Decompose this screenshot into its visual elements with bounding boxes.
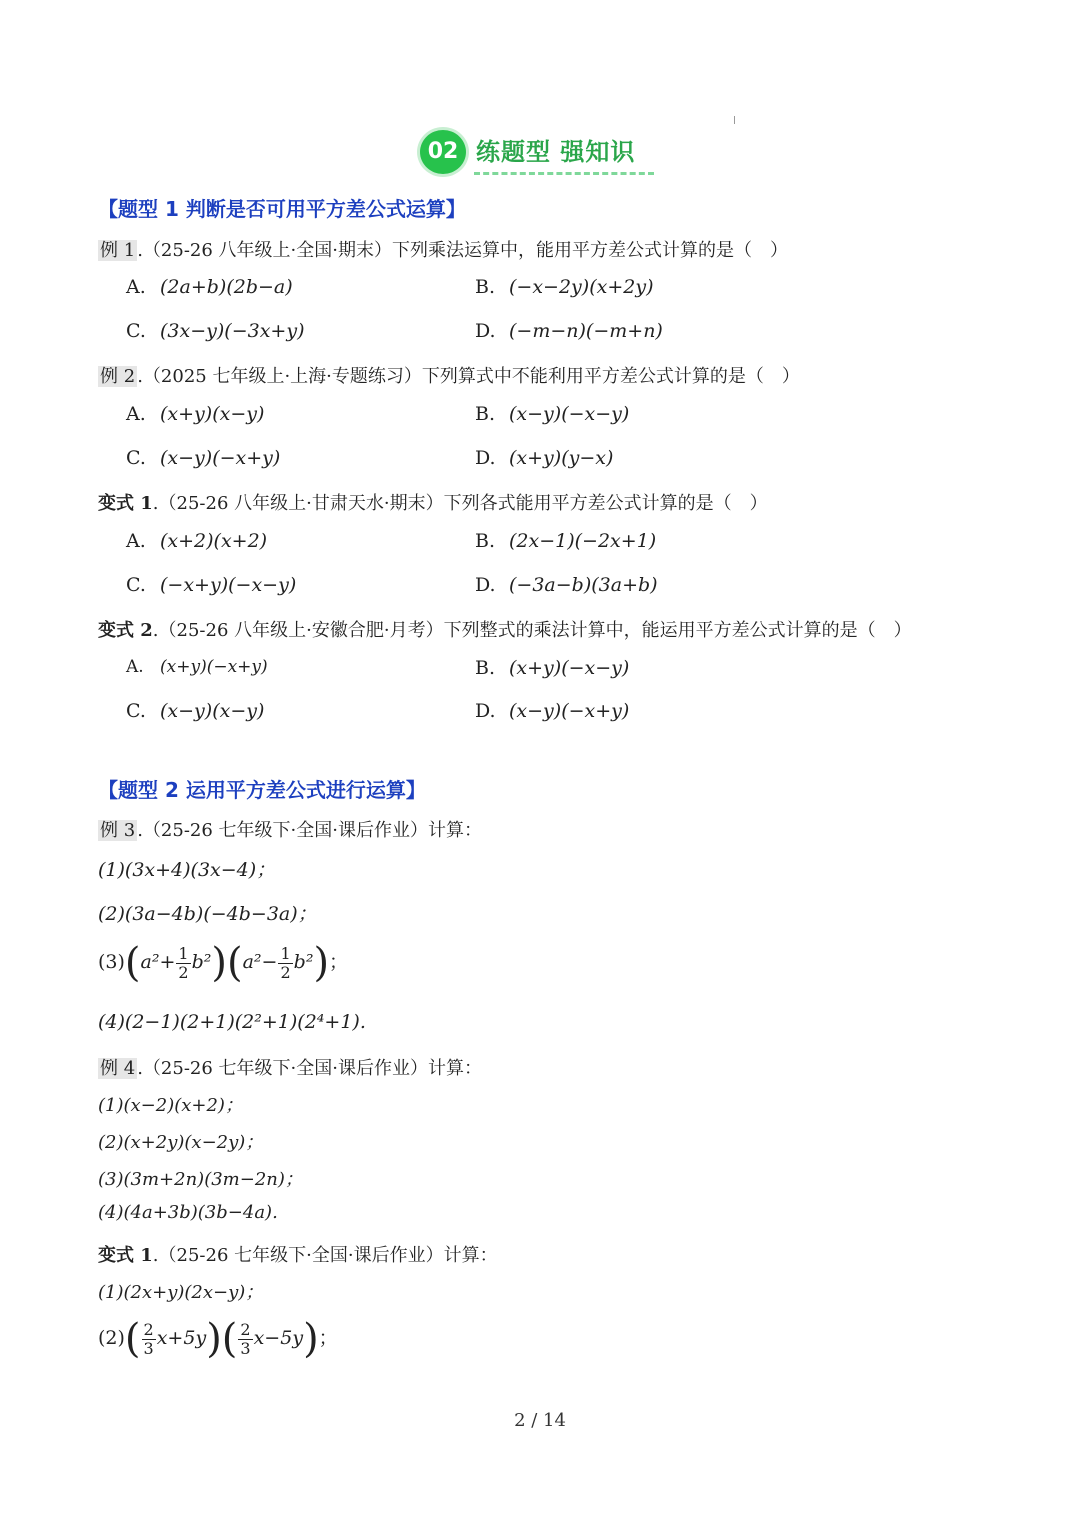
question-ex3 [98, 816, 482, 842]
banner-dashed-underline [474, 172, 654, 175]
sub-item-fraction: (3)(a²+ $\frac{1}{2}$ b²)(a²− $\frac{1}{2}$ b²)； [98, 940, 349, 986]
question-text: .（25-26 七年级下·全国·课后作业）计算： [137, 1058, 482, 1079]
option-b: B. (−x−2y)(x+2y) [475, 276, 654, 298]
question-var2 [98, 616, 912, 642]
question-var3 [98, 1241, 498, 1267]
question-tag: 例 1 [100, 240, 136, 261]
option-c: C. (x−y)(x−y) [126, 700, 265, 722]
option-a: A. (x+2)(x+2) [126, 530, 268, 552]
question-text: .（25-26 七年级下·全国·课后作业）计算： [152, 1245, 498, 1266]
sub-item: (1)(3x+4)(3x−4)； [98, 859, 276, 881]
question-tag: 变式 1 [98, 493, 153, 514]
option-d: D. (x−y)(−x+y) [475, 700, 630, 722]
banner-title: 练题型 强知识 [476, 138, 636, 166]
option-a: A. (2a+b)(2b−a) [126, 276, 293, 298]
option-d: D. (x+y)(y−x) [475, 447, 614, 469]
question-var1 [98, 489, 768, 515]
question-text: .（2025 七年级上·上海·专题练习）下列算式中不能利用平方差公式计算的是（ ） [137, 366, 800, 387]
sub-item: (3)(3m+2n)(3m−2n)； [98, 1169, 303, 1190]
question-tag: 变式 2 [98, 620, 153, 641]
sub-item-fraction: (2)( $\frac{2}{3}$ x+5y)( $\frac{2}{3}$ x−5y)； [98, 1316, 338, 1362]
question-tag: 例 2 [100, 366, 136, 387]
sub-item: (2)(x+2y)(x−2y)； [98, 1132, 264, 1153]
sub-item: (4)(4a+3b)(3b−4a). [98, 1202, 278, 1223]
question-tag: 例 4 [100, 1058, 136, 1079]
option-c: C. (3x−y)(−3x+y) [126, 320, 305, 342]
question-ex2 [98, 362, 800, 388]
question-text: .（25-26 八年级上·安徽合肥·月考）下列整式的乘法计算中，能运用平方差公式计算的是（ ） [152, 620, 912, 641]
question-ex4 [98, 1054, 482, 1080]
option-b: B. (x+y)(−x−y) [475, 657, 630, 679]
option-b: B. (2x−1)(−2x+1) [475, 530, 657, 552]
sub-item: (4)(2−1)(2+1)(2²+1)(2⁴+1). [98, 1011, 366, 1033]
page-tick-mark [734, 116, 735, 124]
option-d: D. (−3a−b)(3a+b) [475, 574, 658, 596]
section-banner [418, 128, 658, 178]
question-text: .（25-26 七年级下·全国·课后作业）计算： [137, 820, 482, 841]
question-tag: 变式 1 [98, 1245, 153, 1266]
option-c: C. (−x+y)(−x−y) [126, 574, 297, 596]
option-b: B. (x−y)(−x−y) [475, 403, 630, 425]
question-text: .（25-26 八年级上·甘肃天水·期末）下列各式能用平方差公式计算的是（ ） [152, 493, 768, 514]
banner-badge: 02 [420, 130, 466, 174]
option-c: C. (x−y)(−x+y) [126, 447, 281, 469]
section-heading-2: 【题型 2 运用平方差公式进行运算】 [98, 778, 426, 802]
sub-item: (2)(3a−4b)(−4b−3a)； [98, 903, 317, 925]
sub-item: (1)(x−2)(x+2)； [98, 1095, 243, 1116]
option-d: D. (−m−n)(−m+n) [475, 320, 663, 342]
page-number: 2 / 14 [514, 1410, 566, 1431]
option-a: A. (x+y)(−x+y) [126, 657, 268, 677]
option-a: A. (x+y)(x−y) [126, 403, 265, 425]
question-text: .（25-26 八年级上·全国·期末）下列乘法运算中，能用平方差公式计算的是（ ） [137, 240, 788, 261]
question-tag: 例 3 [100, 820, 136, 841]
question-ex1 [98, 236, 788, 262]
sub-item: (1)(2x+y)(2x−y)； [98, 1282, 264, 1303]
section-heading-1: 【题型 1 判断是否可用平方差公式运算】 [98, 197, 466, 221]
